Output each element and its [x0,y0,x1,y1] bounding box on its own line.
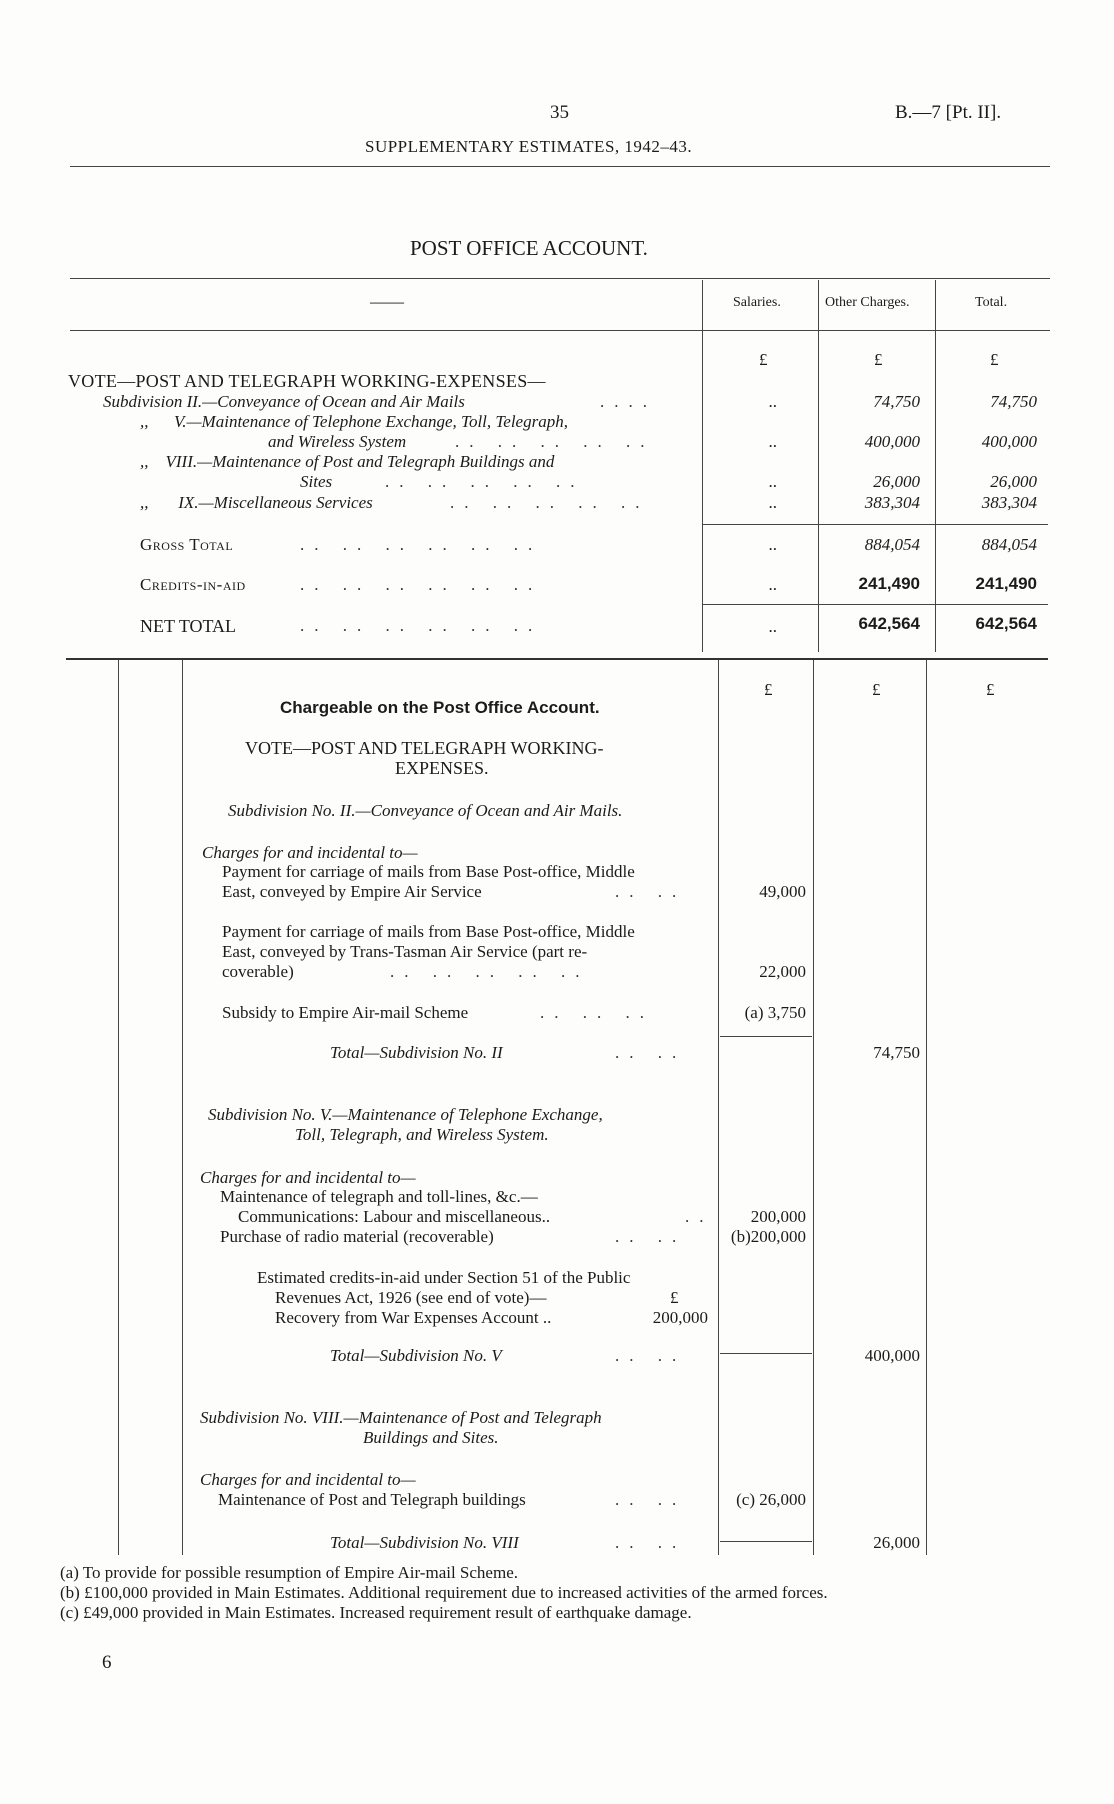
sub5-credits-amount: 200,000 [652,1308,708,1327]
leader-dots: .. .. .. .. .. [450,493,650,512]
summary-col-rule-1 [702,280,703,652]
summary-row-other: 74,750 [873,392,920,411]
leader-dots: .. .. .. .. .. [455,432,655,451]
sub2-total-rule [720,1036,812,1037]
summary-row-total: 74,750 [990,392,1037,411]
sub2-item1-amount: 49,000 [759,882,806,901]
sub5-item1: Maintenance of telegraph and toll-lines, &c.— [220,1187,538,1206]
credits-in-aid-other: 241,490 [858,574,920,593]
sub5-credits-l3: Recovery from War Expenses Account .. [275,1308,552,1327]
sub8-total-rule [720,1541,812,1542]
summary-row-total: 383,304 [981,493,1037,512]
leader-dots: .. .. .. .. .. .. [300,575,543,594]
sub5-item2: Purchase of radio material (recoverable) [220,1227,494,1246]
footnote-b: (b) £100,000 provided in Main Estimates. Additional requirement due to increased activities of the armed forces. [60,1583,828,1602]
summary-col-rule-3 [935,280,936,652]
sub5-total-rule [720,1353,812,1354]
summary-row-other: 26,000 [873,472,920,491]
sub2-item3: Subsidy to Empire Air-mail Scheme [222,1003,469,1022]
credits-in-aid-total: 241,490 [975,574,1037,593]
sub5-title-l2: Toll, Telegraph, and Wireless System. [295,1125,549,1144]
sub5-total-label: Total—Subdivision No. V [330,1346,502,1365]
net-total-other: 642,564 [858,614,920,633]
detail-vote-line1: VOTE—POST AND TELEGRAPH WORKING- [245,738,604,758]
header-rule [70,166,1050,167]
document-title: SUPPLEMENTARY ESTIMATES, 1942–43. [365,137,693,156]
sub2-item2-l3: coverable) [222,962,294,981]
summary-row-salaries: .. [768,432,777,451]
sub5-item2-amount: (b)200,000 [730,1227,806,1246]
net-total-label: NET TOTAL [140,616,237,636]
summary-row-other: 383,304 [864,493,920,512]
leader-dots: .. .. [615,1490,687,1509]
summary-bottom-rule [66,658,1048,660]
column-other-charges: Other Charges. [825,295,910,310]
sub5-charges: Charges for and incidental to— [200,1168,416,1187]
summary-row-label: ,, V.—Maintenance of Telephone Exchange, Toll, Telegraph, [140,412,568,431]
footer-page-number: 6 [102,1652,112,1673]
footnote-c: (c) £49,000 provided in Main Estimates. Increased requirement result of earthquake damage. [60,1603,692,1622]
gross-total-salaries: .. [768,535,777,554]
summary-title: POST OFFICE ACCOUNT. [410,236,648,260]
page-number: 35 [550,102,569,123]
sub8-title-l1: Subdivision No. VIII.—Maintenance of Post and Telegraph [200,1408,602,1427]
sub5-credits-l2: Revenues Act, 1926 (see end of vote)— [275,1288,547,1307]
net-total-rule [702,604,1048,605]
currency-total: £ [990,350,999,369]
vote-title: VOTE—POST AND TELEGRAPH WORKING-EXPENSES— [68,371,546,391]
summary-top-rule [70,278,1050,279]
detail-rule-2 [813,660,814,1555]
summary-col-rule-2 [818,280,819,652]
leader-dots: .. .. [615,882,687,901]
leader-dots: .. .. .. .. .. .. [300,535,543,554]
sub2-item3-amount: (a) 3,750 [744,1003,806,1022]
footnote-a: (a) To provide for possible resumption of Empire Air-mail Scheme. [60,1563,518,1582]
detail-rule-left-2 [182,660,183,1555]
summary-row-total: 26,000 [990,472,1037,491]
credits-in-aid-label: Credits-in-aid [140,575,246,594]
sub5-credits-currency: £ [670,1288,679,1307]
detail-currency-2: £ [872,680,881,699]
sub2-item1-l2: East, conveyed by Empire Air Service [222,882,482,901]
currency-salaries: £ [759,350,768,369]
summary-header-rule [70,330,1050,331]
summary-row-salaries: .. [768,392,777,411]
leader-dots: .. .. .. .. .. [390,962,590,981]
column-dash: —— [370,292,404,311]
summary-row-salaries: .. [768,472,777,491]
sub2-item2-l1: Payment for carriage of mails from Base Post-office, Middle [222,922,635,941]
credits-in-aid-salaries: .. [768,575,777,594]
net-total-total: 642,564 [975,614,1037,633]
sub8-charges: Charges for and incidental to— [200,1470,416,1489]
summary-row-label-2: and Wireless System [268,432,407,451]
sub2-item1-l1: Payment for carriage of mails from Base Post-office, Middle [222,862,635,881]
summary-row-salaries: .. [768,493,777,512]
detail-currency-3: £ [986,680,995,699]
leader-dots: .. .. .. [540,1003,654,1022]
sub5-item1b: Communications: Labour and miscellaneous.. [238,1207,551,1226]
summary-row-label: ,, VIII.—Maintenance of Post and Telegraph Buildings and [140,452,555,471]
leader-dots: .. .. .. .. .. [385,472,585,491]
column-salaries: Salaries. [733,295,781,310]
sub2-total-amount: 74,750 [873,1043,920,1062]
sub2-item2-amount: 22,000 [759,962,806,981]
summary-row-label: ,, IX.—Miscellaneous Services [140,493,373,512]
sub5-title-l1: Subdivision No. V.—Maintenance of Telephone Exchange, [208,1105,603,1124]
leader-dots: .. .. .. .. .. .. [300,616,543,635]
leader-dots: .. .. [615,1533,687,1552]
detail-vote-line2: EXPENSES. [395,758,489,778]
leader-dots: .. .. [615,1043,687,1062]
summary-row-label-2: Sites [300,472,333,491]
sub8-total-amount: 26,000 [873,1533,920,1552]
gross-total-rule [702,524,1048,525]
leader-dots: .. .. [615,1346,687,1365]
sub8-total-label: Total—Subdivision No. VIII [330,1533,519,1552]
detail-heading: Chargeable on the Post Office Account. [280,698,600,717]
sub8-title-l2: Buildings and Sites. [363,1428,499,1447]
sub8-item1-amount: (c) 26,000 [736,1490,806,1509]
leader-dots: .... [600,392,657,411]
leader-dots: .. [685,1207,714,1226]
sub2-title: Subdivision No. II.—Conveyance of Ocean and Air Mails. [228,801,623,820]
sub2-charges: Charges for and incidental to— [202,843,418,862]
gross-total-other: 884,054 [864,535,920,554]
sub8-item1: Maintenance of Post and Telegraph buildings [218,1490,526,1509]
sub2-total-label: Total—Subdivision No. II [330,1043,503,1062]
detail-currency-1: £ [764,680,773,699]
document-reference: B.—7 [Pt. II]. [895,102,1002,123]
currency-other: £ [874,350,883,369]
column-total: Total. [975,295,1008,310]
sub5-item1b-amount: 200,000 [750,1207,806,1226]
gross-total-label: Gross Total [140,535,234,554]
detail-rule-left-1 [118,660,119,1555]
summary-row-other: 400,000 [864,432,920,451]
sub5-credits-l1: Estimated credits-in-aid under Section 51 of the Public [257,1268,631,1287]
net-total-salaries: .. [768,617,777,636]
summary-row-total: 400,000 [981,432,1037,451]
leader-dots: .. .. [615,1227,687,1246]
sub5-total-amount: 400,000 [864,1346,920,1365]
gross-total-total: 884,054 [981,535,1037,554]
sub2-item2-l2: East, conveyed by Trans-Tasman Air Service (part re- [222,942,588,961]
detail-rule-1 [718,660,719,1555]
detail-rule-3 [926,660,927,1555]
summary-row-label: Subdivision II.—Conveyance of Ocean and Air Mails [103,392,465,411]
